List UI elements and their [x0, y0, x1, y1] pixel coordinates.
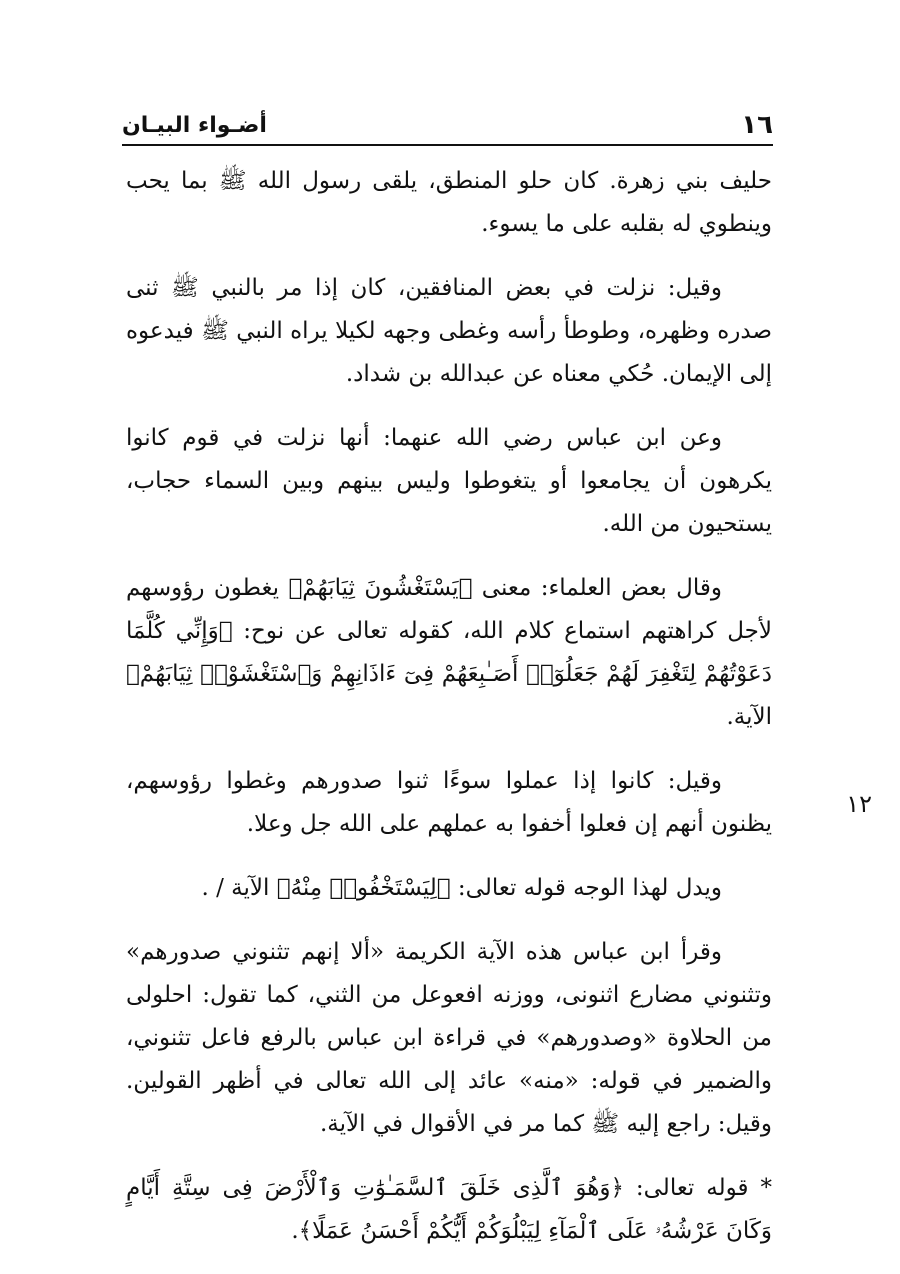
verse-paragraph	[126, 1167, 772, 1253]
paragraph: حليف بني زهرة. كان حلو المنطق، يلقى رسول الله ﷺ بما يحب وينطوي له بقلبه على ما يسوء.	[126, 168, 772, 237]
paragraph: وقيل: كانوا إذا عملوا سوءًا ثنوا صدورهم وغطوا رؤوسهم، يظنون أنهم إن فعلوا أخفوا به عملهم على الله جل وعلا.	[126, 768, 772, 837]
star-marker: *	[760, 1175, 772, 1201]
paragraph: ويدل لهذا الوجه قوله تعالى: ﴿لِيَسْتَخْفُوا۟ مِنْهُ﴾ الآية / .	[201, 875, 722, 901]
running-title: أضـواء البيـان	[122, 113, 267, 138]
margin-reference: ١٢	[846, 790, 872, 818]
verse-text: قوله تعالى: ﴿وَهُوَ ٱلَّذِى خَلَقَ ٱلسَّمَـٰوَٰتِ وَٱلْأَرْضَ فِى سِتَّةِ أَيَّامٍ وَكَانَ عَرْشُهُۥ عَلَى ٱلْمَآءِ لِيَبْلُوَكُمْ أَيُّكُمْ أَحْسَنُ عَمَلًا﴾.	[126, 1175, 772, 1244]
paragraph: وعن ابن عباس رضي الله عنهما: أنها نزلت في قوم كانوا يكرهون أن يجامعوا أو يتغوطوا وليس بينهم وبين السماء حجاب، يستحيون من الله.	[126, 425, 772, 537]
page-body	[126, 160, 772, 1274]
paragraph: وقيل: نزلت في بعض المنافقين، كان إذا مر بالنبي ﷺ ثنى صدره وظهره، وطوطأ رأسه وغطى وجهه لكيلا يراه النبي ﷺ فيدعوه إلى الإيمان. حُكي معناه عن عبدالله بن شداد.	[126, 275, 772, 387]
paragraph: وقال بعض العلماء: معنى ﴿يَسْتَغْشُونَ ثِيَابَهُمْ﴾ يغطون رؤوسهم لأجل كراهتهم استماع كلام الله، كقوله تعالى عن نوح: ﴿وَإِنِّي كُلَّمَا دَعَوْتُهُمْ لِتَغْفِرَ لَهُمْ جَعَلُوٓا۟ أَصَـٰبِعَهُمْ فِىٓ ءَاذَانِهِمْ وَٱسْتَغْشَوْا۟ ثِيَابَهُمْ﴾ الآية.	[126, 575, 772, 730]
paragraph: وقرأ ابن عباس هذه الآية الكريمة «ألا إنهم تثنوني صدورهم» وتثنوني مضارع اثنونى، ووزنه افعوعل من الثني، كما تقول: احلولى من الحلاوة «وصدورهم» في قراءة ابن عباس بالرفع فاعل تثنوني، والضمير في قوله: «منه» عائد إلى الله تعالى في أظهر القولين. وقيل: راجع إليه ﷺ كما مر في الأقوال في الآية.	[126, 939, 772, 1137]
page-header	[122, 100, 773, 146]
page-number: ١٦	[741, 110, 773, 140]
